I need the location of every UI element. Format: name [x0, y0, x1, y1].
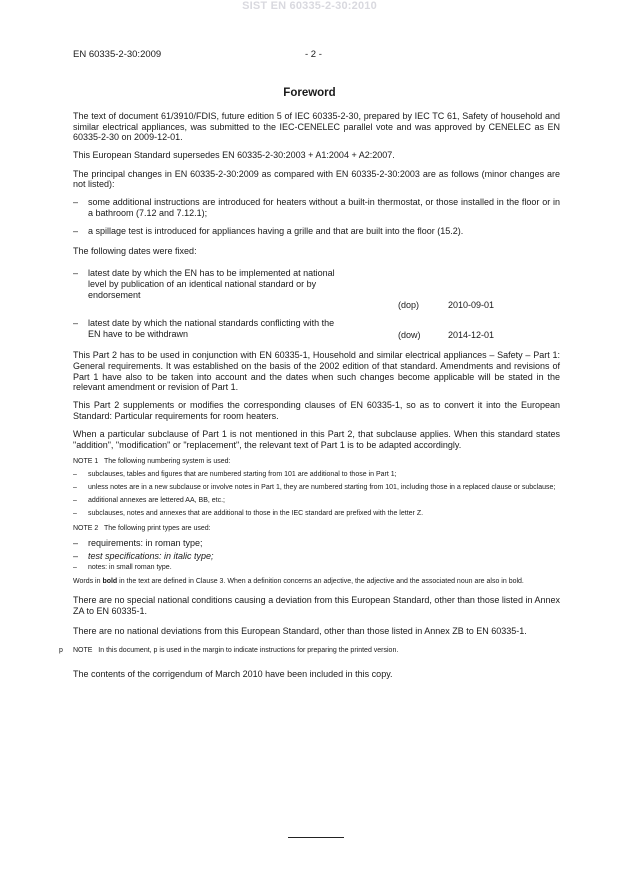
date-row-dop-text: latest date by which the EN has to be implemented at national level by publication of an identical national standard or by endorsement — [88, 268, 335, 300]
paragraph-part2-supplements: This Part 2 supplements or modifies the corresponding clauses of EN 60335-1, so as to convert it into the European Standard: Particular requirements for room heaters. — [73, 400, 560, 421]
bold-words-note — [73, 578, 560, 586]
dash-bullet: – — [73, 564, 77, 572]
foreword-body — [59, 111, 560, 687]
paragraph-dates-intro: The following dates were fixed: — [73, 245, 197, 256]
note-1-label: NOTE 1 — [73, 457, 99, 465]
note-1 — [73, 458, 560, 466]
note-1-item — [73, 510, 560, 518]
date-row-dow-text: latest date by which the national standards conflicting with the EN have to be withdrawn — [88, 318, 335, 339]
header-doc-id: EN 60335-2-30:2009 — [73, 49, 162, 60]
paragraph-special-conditions: There are no special national conditions causing a deviation from this European Standard, other than those listed in Annex ZA to EN 60335-1. — [73, 595, 560, 616]
note-2 — [73, 525, 560, 533]
note-1-item-text: additional annexes are lettered AA, BB, etc.; — [88, 497, 225, 505]
header-page-number: - 2 - — [305, 49, 322, 60]
date-row-dop — [73, 268, 560, 310]
margin-note-label: NOTE — [73, 646, 93, 654]
date-row-dow — [73, 318, 560, 340]
note-2-item-requirements — [73, 538, 560, 549]
change-1-text: some additional instructions are introduced for heaters without a built-in thermostat, or those installed in the floor or in a bathroom (7.12 and 7.12.1); — [88, 197, 560, 218]
change-2-text: a spillage test is introduced for appliances having a grille and that are built into the floor (15.2). — [88, 226, 464, 237]
note-2-item-notes — [73, 564, 560, 572]
bold-words-pre: Words in — [73, 577, 103, 585]
note-2-item-test-specs — [73, 551, 560, 562]
list-item-change-1 — [73, 197, 560, 218]
bold-words-bold: bold — [102, 577, 118, 585]
dash-bullet: – — [73, 471, 77, 479]
note-1-item-text: unless notes are in a new subclause or involve notes in Part 1, they are numbered starting from 101, including those in a replaced clause or subclause; — [88, 484, 556, 492]
note-2-item-text: notes: in small roman type. — [88, 564, 172, 572]
dash-bullet: – — [73, 197, 79, 208]
note-1-item — [73, 497, 560, 505]
page-title: Foreword — [283, 87, 336, 99]
paragraph-changes-intro: The principal changes in EN 60335-2-30:2009 as compared with EN 60335-2-30:2003 are as follows (minor changes are not listed): — [73, 168, 560, 190]
paragraph-intro: The text of document 61/3910/FDIS, future edition 5 of IEC 60335-2-30, prepared by IEC TC 61, Safety of household and similar electrical appliances, was submitted to the IEC-CENELEC parallel vote and was approved by CENELEC as EN 60335-2-30 on 2009-12-01. — [73, 111, 560, 143]
paragraph-national-deviations: There are no national deviations from this European Standard, other than those listed in Annex ZB to EN 60335-1. — [73, 626, 527, 637]
date-row-dow-code: (dow) — [398, 329, 421, 340]
note-1-item-text: subclauses, notes and annexes that are additional to those in the IEC standard are prefixed with the letter Z. — [88, 510, 424, 518]
margin-marker: p — [59, 646, 63, 654]
margin-note-text: In this document, p is used in the margin to indicate instructions for preparing the printed version. — [98, 646, 399, 654]
end-rule — [288, 837, 344, 838]
paragraph-corrigendum: The contents of the corrigendum of March 2010 have been included in this copy. — [73, 669, 393, 680]
note-1-item-text: subclauses, tables and figures that are numbered starting from 101 are additional to those in Part 1; — [88, 471, 397, 479]
note-2-item-text: requirements: in roman type; — [88, 538, 203, 549]
paragraph-part2-conjunction: This Part 2 has to be used in conjunction with EN 60335-1, Household and similar electrical appliances – Safety – Part 1: General requirements. It was established on the basis of the 2002 edition of that standard. Amendments and revisions of Part 1 have also to be taken into account and the dates when such changes become applicable will be stated in the relevant amendment or revision of Part 1. — [73, 350, 560, 393]
date-row-dop-code: (dop) — [398, 299, 420, 310]
note-2-item-text: test specifications: in italic type; — [88, 551, 214, 562]
dash-bullet: – — [73, 497, 77, 505]
paragraph-subclause: When a particular subclause of Part 1 is not mentioned in this Part 2, that subclause applies. When this standard states "addition", "modification" or "replacement", the relevant text of Part 1 is to be adapted accordingly. — [73, 429, 560, 450]
dash-bullet: – — [73, 226, 79, 237]
date-row-dop-date: 2010-09-01 — [448, 299, 495, 310]
note-2-label: NOTE 2 — [73, 524, 99, 532]
date-row-dow-date: 2014-12-01 — [448, 329, 495, 340]
note-1-text: The following numbering system is used: — [104, 457, 231, 465]
note-1-item — [73, 484, 560, 492]
dash-bullet: – — [73, 484, 77, 492]
margin-note — [59, 646, 560, 655]
dash-bullet: – — [73, 318, 79, 329]
paragraph-supersedes: This European Standard supersedes EN 60335-2-30:2003 + A1:2004 + A2:2007. — [73, 150, 395, 161]
dash-bullet: – — [73, 538, 79, 549]
dash-bullet: – — [73, 551, 79, 562]
dash-bullet: – — [73, 268, 79, 279]
watermark: SIST EN 60335-2-30:2010 — [242, 0, 377, 12]
bold-words-post: in the text are defined in Clause 3. When a definition concerns an adjective, the adjective and the associated noun are also in bold. — [117, 577, 524, 585]
note-2-text: The following print types are used: — [104, 524, 211, 532]
note-1-item — [73, 471, 560, 479]
dash-bullet: – — [73, 510, 77, 518]
list-item-change-2 — [73, 226, 560, 237]
